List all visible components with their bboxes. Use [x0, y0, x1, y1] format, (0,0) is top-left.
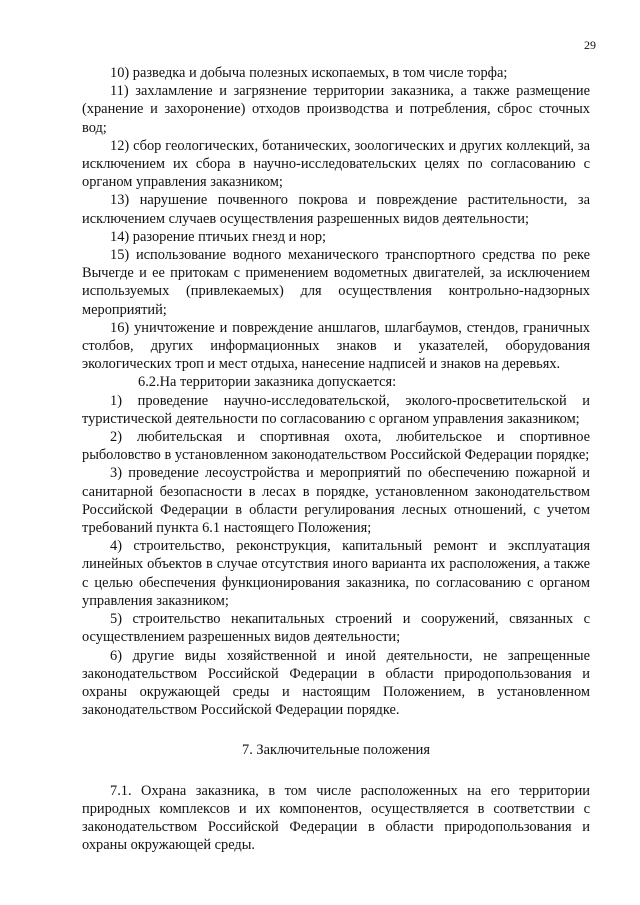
section-6-2-number: 6.2.: [138, 374, 160, 391]
list-item: 14) разорение птичьих гнезд и нор;: [110, 228, 327, 245]
list-item: 6) другие виды хозяйственной и иной деятельности, не запрещенные законодательством Российской Федерации в области природопользования и охраны окружающей среды и настоящим Положением, в установленном законодательством Российской Федерации порядке.: [82, 647, 590, 719]
list-item: 3) проведение лесоустройства и мероприятий по обеспечению пожарной и санитарной безопасности в лесах в порядке, установленном законодательством Российской Федерации в области регулирования лесных отношений, с учетом требований пункта 6.1 настоящего Положения;: [82, 465, 590, 537]
list-item: 1) проведение научно-исследовательской, эколого-просветительской и туристической деятельности по согласованию с органом управления заказником;: [82, 392, 590, 427]
list-item: 12) сбор геологических, ботанических, зоологических и других коллекций, за исключением их сбора в научно-исследовательских целях по согласованию с органом управления заказником;: [82, 137, 590, 191]
list-item: 16) уничтожение и повреждение аншлагов, шлагбаумов, стендов, граничных столбов, других информационных знаков и указателей, оборудования экологических троп и мест отдыха, нанесение надписей и знаков на деревьях.: [82, 319, 590, 373]
list-item: 4) строительство, реконструкция, капитальный ремонт и эксплуатация линейных объектов в случае отсутствия иного варианта их расположения, а также с целью обеспечения функционирования заказника, по согласованию с органом управления заказником;: [82, 538, 590, 609]
list-item: 15) использование водного механического транспортного средства по реке Вычегде и ее притокам с применением водометных двигателей, за исключением используемых (привлекаемых) для осуществления контрольно-надзорных мероприятий;: [82, 247, 590, 318]
list-item: 10) разведка и добыча полезных ископаемых, в том числе торфа;: [110, 65, 508, 81]
section-6-2: [82, 373, 590, 391]
list-item: 11) захламление и загрязнение территории заказника, а также размещение (хранение и захоронение) отходов производства и потребления, сброс сточных вод;: [82, 83, 590, 136]
document-body: [82, 64, 590, 854]
section-6-2-text: На территории заказника допускается:: [159, 374, 397, 391]
list-item: 2) любительская и спортивная охота, любительское и спортивное рыболовство в установленном законодательством Российской Федерации порядке;: [82, 429, 590, 464]
list-item: 13) нарушение почвенного покрова и повреждение растительности, за исключением случаев осуществления разрешенных видов деятельности;: [82, 192, 590, 227]
list-item: 5) строительство некапитальных строений и сооружений, связанных с осуществлением разрешенных видов деятельности;: [82, 611, 590, 646]
section-7-1: 7.1. Охрана заказника, в том числе расположенных на его территории природных комплексов и их компонентов, осуществляется в соответствии с законодательством Российской Федерации в области природопользования и охраны окружающей среды.: [82, 782, 590, 854]
page-number: 29: [584, 38, 596, 52]
section-7-heading: 7. Заключительные положения: [242, 742, 430, 759]
